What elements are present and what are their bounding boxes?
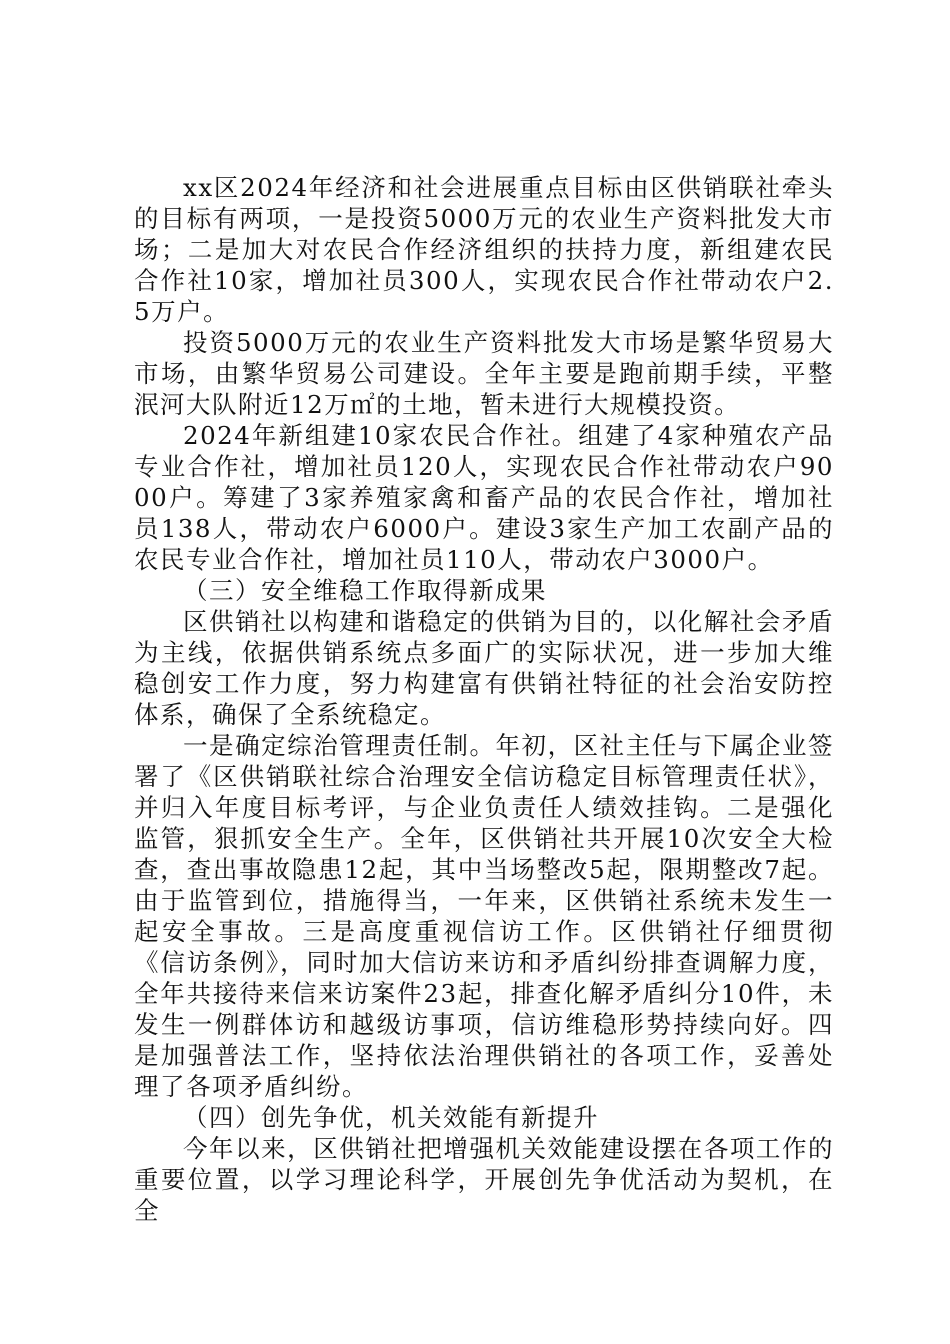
- paragraph-safety-overview: 区供销社以构建和谐稳定的供销为目的，以化解社会矛盾为主线，依据供销系统点多面广的实际状况，进一步加大维稳创安工作力度，努力构建富有供销社特征的社会治安防控体系，确保了全系统稳定。: [134, 607, 834, 729]
- paragraph-cooperatives: 2024年新组建10家农民合作社。组建了4家种殖农产品专业合作社，增加社员120人，实现农民合作社带动农户9000户。筹建了3家养殖家禽和畜产品的农民合作社，增加社员138人，带动农户6000户。建设3家生产加工农副产品的农民专业合作社，增加社员110人，带动农户3000户。: [134, 421, 834, 574]
- section-heading-safety: （三）安全维稳工作取得新成果: [183, 576, 547, 605]
- section-heading-efficiency: （四）创先争优，机关效能有新提升: [183, 1103, 599, 1132]
- document-body: [134, 172, 834, 1226]
- paragraph-market-investment: 投资5000万元的农业生产资料批发大市场是繁华贸易大市场，由繁华贸易公司建设。全年主要是跑前期手续，平整泯河大队附近12万㎡的土地，暂未进行大规模投资。: [134, 328, 834, 419]
- paragraph-efficiency: 今年以来，区供销社把增强机关效能建设摆在各项工作的重要位置，以学习理论科学，开展创先争优活动为契机，在全: [134, 1134, 834, 1225]
- paragraph-safety-details: 一是确定综治管理责任制。年初，区社主任与下属企业签署了《区供销联社综合治理安全信访稳定目标管理责任状》，并归入年度目标考评，与企业负责任人绩效挂钩。二是强化监管，狠抓安全生产。全年，区供销社共开展10次安全大检查，查出事故隐患12起，其中当场整改5起，限期整改7起。由于监管到位，措施得当，一年来，区供销社系统未发生一起安全事故。三是高度重视信访工作。区供销社仔细贯彻《信访条例》，同时加大信访来访和矛盾纠纷排查调解力度，全年共接待来信来访案件23起，排查化解矛盾纠分10件，未发生一例群体访和越级访事项，信访维稳形势持续向好。四是加强普法工作，坚持依法治理供销社的各项工作，妥善处理了各项矛盾纠纷。: [134, 731, 834, 1101]
- paragraph-intro-targets: xx区2024年经济和社会进展重点目标由区供销联社牵头的目标有两项，一是投资5000万元的农业生产资料批发大市场；二是加大对农民合作经济组织的扶持力度，新组建农民合作社10家，增加社员300人，实现农民合作社带动农户2.5万户。: [134, 173, 834, 326]
